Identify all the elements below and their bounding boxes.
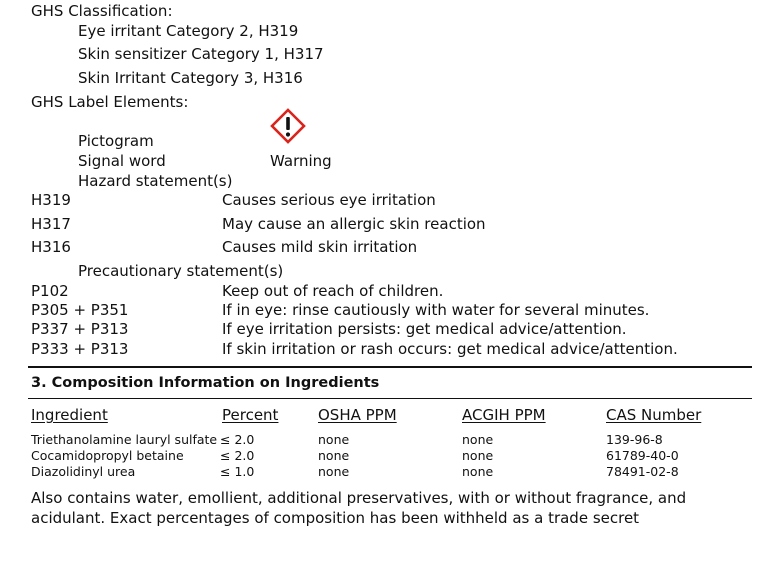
hazard-statements-label: Hazard statement(s): [78, 172, 233, 190]
ghs-classification-item: Skin sensitizer Category 1, H317: [78, 45, 324, 63]
table-cell-cas: 139-96-8: [606, 432, 663, 447]
table-cell-osha: none: [318, 448, 350, 463]
hazard-code: H319: [31, 191, 71, 209]
section-divider-bottom: [28, 398, 752, 399]
precautionary-code: P337 + P313: [31, 320, 129, 338]
signal-word-value: Warning: [270, 152, 332, 170]
hazard-text: Causes mild skin irritation: [222, 238, 418, 256]
table-cell-osha: none: [318, 432, 350, 447]
table-cell-acgih: none: [462, 432, 494, 447]
column-header-ingredient: Ingredient: [31, 406, 108, 424]
section-divider-top: [28, 366, 752, 368]
column-header-acgih-ppm: ACGIH PPM: [462, 406, 546, 424]
exclamation-mark-hazard-icon: [270, 108, 306, 144]
section-title: 3. Composition Information on Ingredients: [31, 375, 380, 391]
table-cell-osha: none: [318, 464, 350, 479]
composition-note-line: acidulant. Exact percentages of composition has been withheld as a trade secret: [31, 509, 640, 527]
table-cell-ingredient: Diazolidinyl urea: [31, 464, 136, 479]
precautionary-text: If eye irritation persists: get medical advice/attention.: [222, 320, 627, 338]
precautionary-text: Keep out of reach of children.: [222, 282, 444, 300]
precautionary-code: P102: [31, 282, 69, 300]
hazard-code: H317: [31, 215, 71, 233]
table-cell-ingredient: Cocamidopropyl betaine: [31, 448, 184, 463]
precautionary-text: If skin irritation or rash occurs: get medical advice/attention.: [222, 340, 678, 358]
precautionary-code: P305 + P351: [31, 301, 129, 319]
column-header-osha-ppm: OSHA PPM: [318, 406, 397, 424]
table-cell-percent: ≤ 2.0: [220, 448, 255, 463]
table-cell-acgih: none: [462, 464, 494, 479]
table-cell-cas: 61789-40-0: [606, 448, 679, 463]
table-cell-acgih: none: [462, 448, 494, 463]
ghs-classification-item: Skin Irritant Category 3, H316: [78, 69, 303, 87]
table-cell-percent: ≤ 2.0: [220, 432, 255, 447]
table-cell-ingredient: Triethanolamine lauryl sulfate: [31, 432, 218, 447]
hazard-text: May cause an allergic skin reaction: [222, 215, 486, 233]
table-cell-percent: ≤ 1.0: [220, 464, 255, 479]
ghs-classification-item: Eye irritant Category 2, H319: [78, 22, 299, 40]
hazard-code: H316: [31, 238, 71, 256]
table-cell-cas: 78491-02-8: [606, 464, 679, 479]
precautionary-text: If in eye: rinse cautiously with water for several minutes.: [222, 301, 650, 319]
hazard-text: Causes serious eye irritation: [222, 191, 436, 209]
precautionary-code: P333 + P313: [31, 340, 129, 358]
column-header-percent: Percent: [222, 406, 279, 424]
column-header-cas-number: CAS Number: [606, 406, 702, 424]
signal-word-label: Signal word: [78, 152, 166, 170]
ghs-classification-label: GHS Classification:: [31, 2, 173, 20]
pictogram-label: Pictogram: [78, 132, 154, 150]
composition-note-line: Also contains water, emollient, additional preservatives, with or without fragrance, and: [31, 489, 687, 507]
precautionary-statements-label: Precautionary statement(s): [78, 262, 284, 280]
ghs-label-elements-label: GHS Label Elements:: [31, 93, 189, 111]
